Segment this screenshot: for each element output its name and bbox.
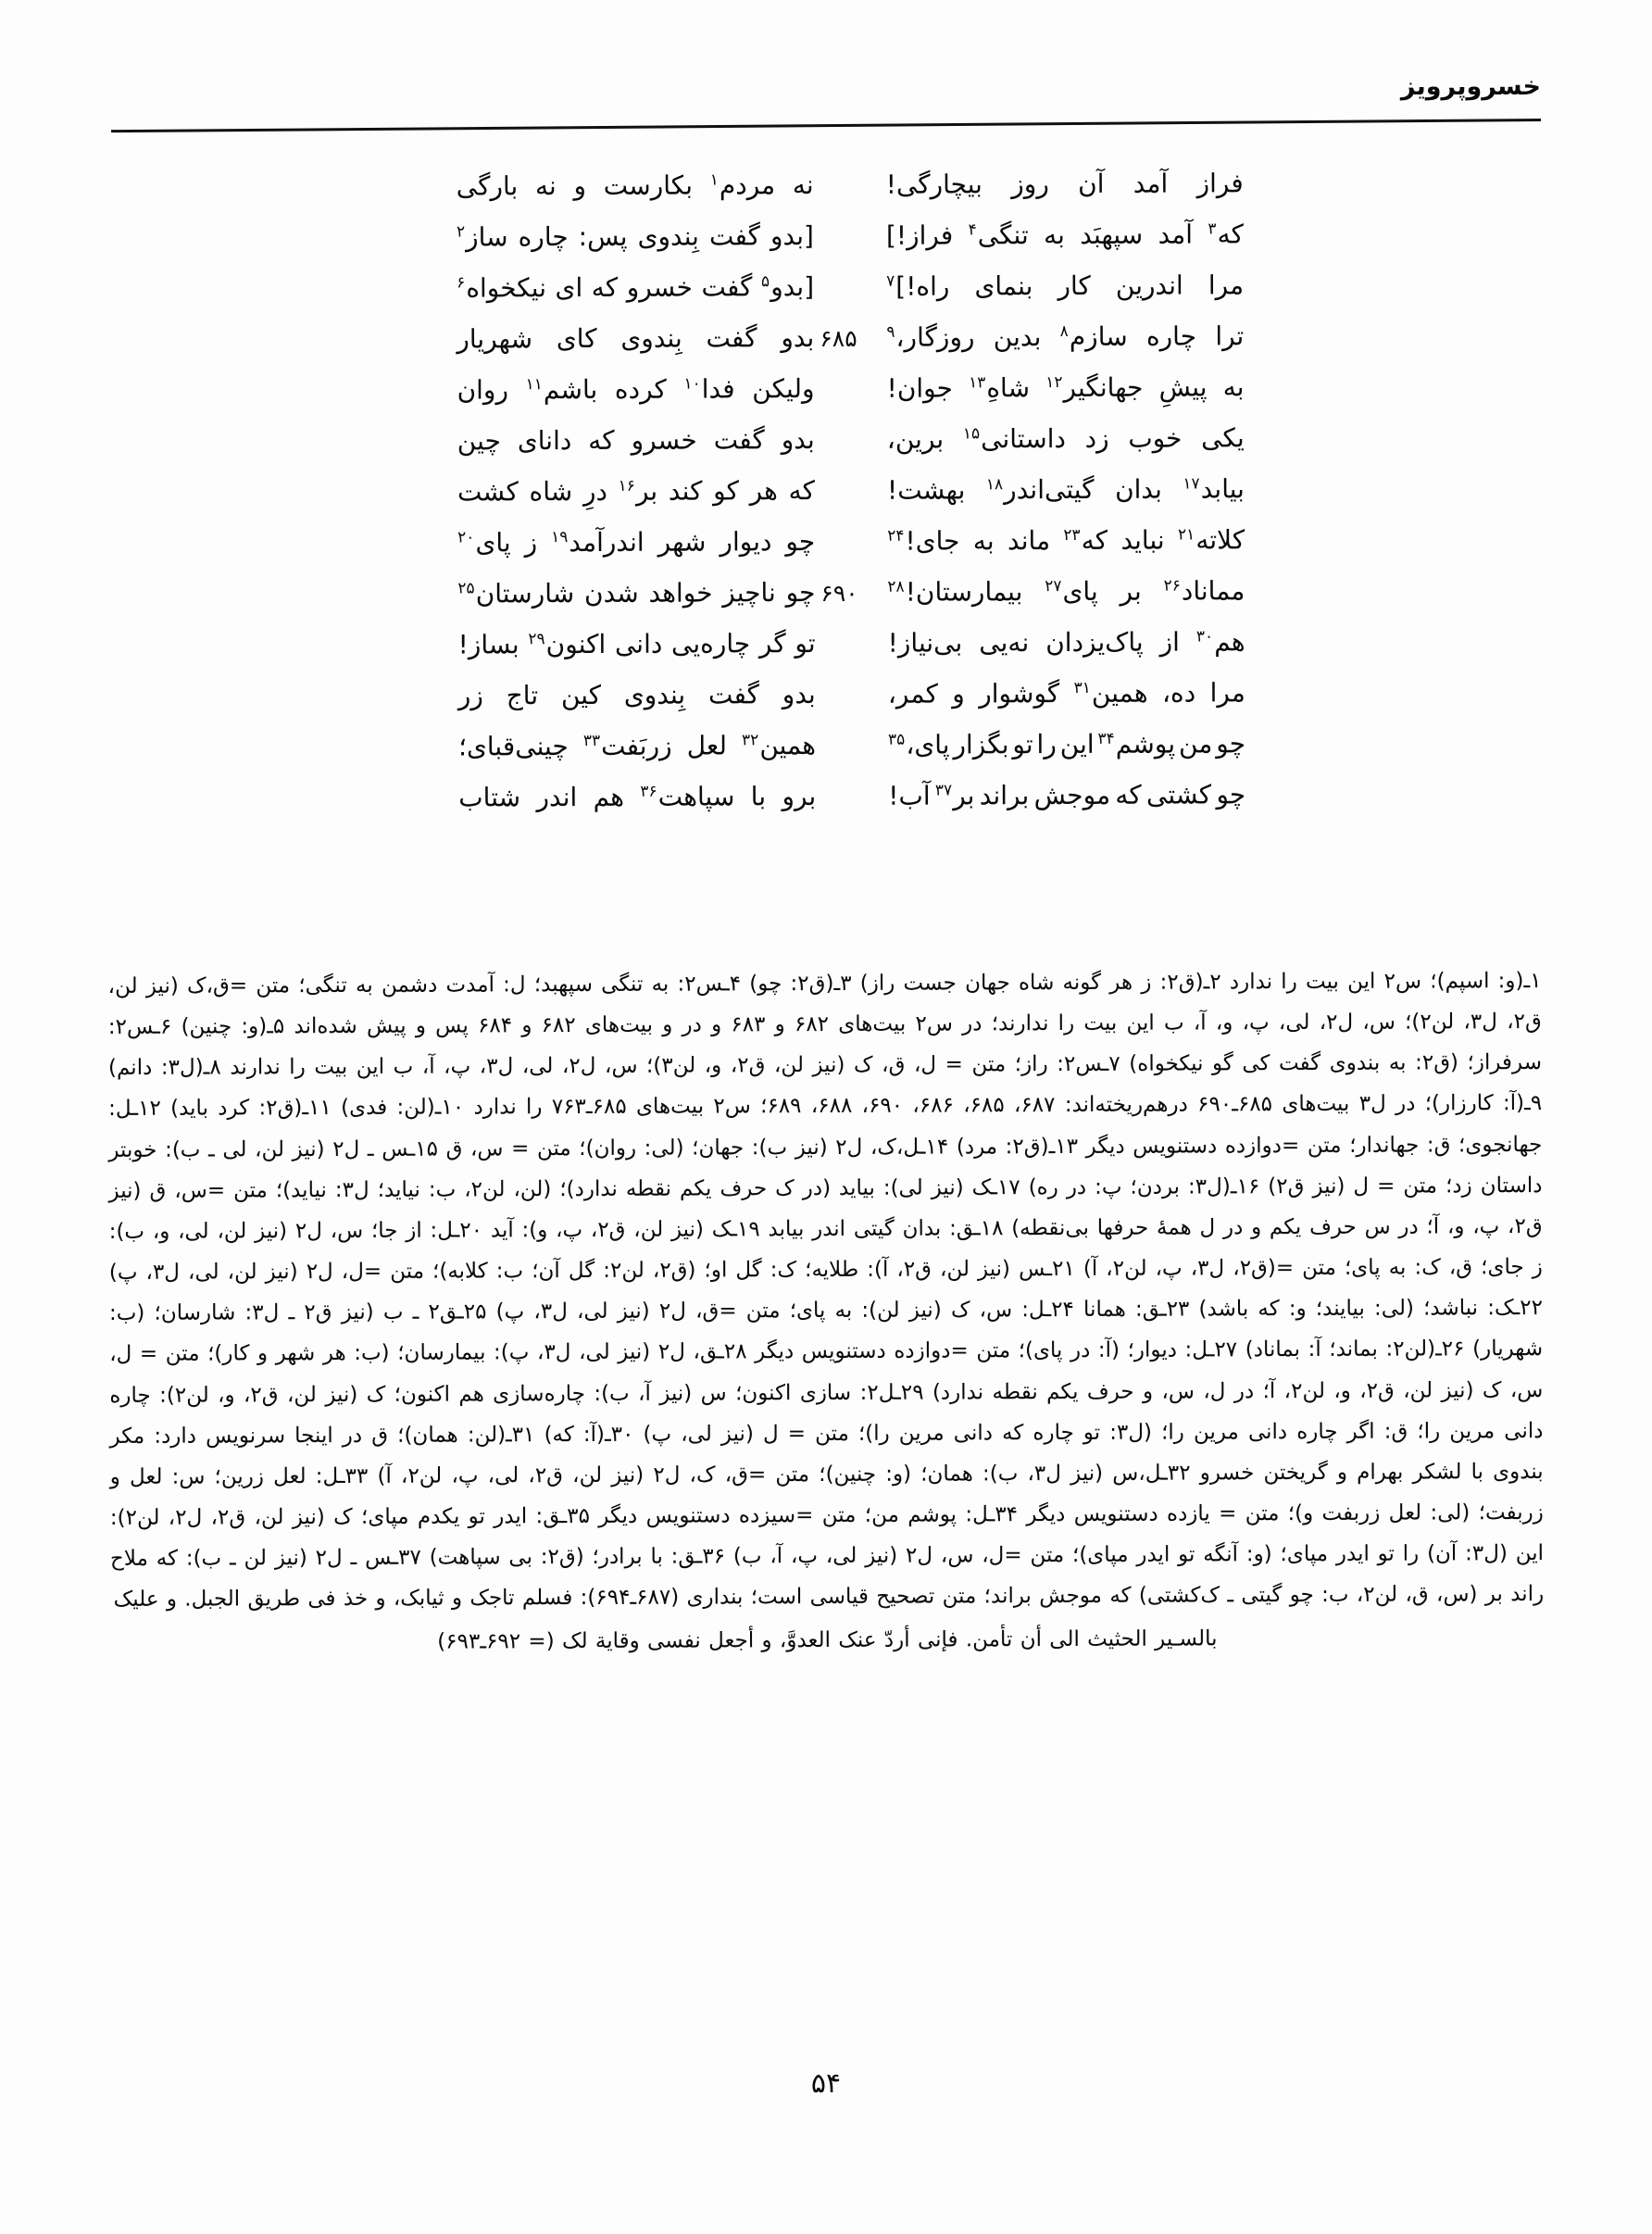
verse-word: کرده — [614, 373, 667, 405]
verse-line — [410, 272, 1244, 326]
verse-word: بارگی — [456, 170, 519, 202]
hemistich-first — [442, 730, 817, 762]
verse-word: کشتی — [1145, 779, 1212, 810]
verse-word: [بدو$^۵$ — [760, 271, 815, 303]
verse-word: اکنون$^{۲۹}$ — [528, 628, 607, 660]
footnote-marker: ۳۷ — [934, 781, 953, 800]
hemistich-first — [441, 526, 816, 558]
verse-word: کمر، — [887, 678, 938, 709]
verse-word: ساز$^۲$ — [456, 221, 508, 253]
footnote-marker: ۱۵ — [962, 424, 981, 444]
verse-word: را — [1036, 729, 1057, 760]
verse-word: نه — [534, 170, 557, 202]
verse-word: پاک‌یزدان — [1045, 626, 1144, 659]
footnote-marker: ۸ — [1059, 321, 1069, 341]
verse-word: گوشوار — [979, 678, 1060, 709]
hemistich-second — [886, 320, 1245, 353]
hemistich-second — [886, 371, 1245, 404]
hemistich-second — [887, 575, 1245, 608]
verse-word: نباید — [1120, 524, 1165, 556]
verse-word: پس: — [578, 220, 628, 253]
footnote-marker: ۱۰ — [683, 374, 701, 394]
verse-word: گفت — [706, 322, 757, 354]
hemistich-second — [885, 168, 1244, 200]
verse-word: بدان — [1114, 473, 1162, 505]
verse-word: بساز! — [457, 629, 519, 660]
verse-word: یکی — [1201, 422, 1245, 454]
footnote-marker: ۳۵ — [887, 730, 906, 749]
verse-word: به — [1044, 220, 1065, 251]
verse-word: پای$^{۲۰}$ — [457, 527, 511, 558]
verse-word: ترا — [1215, 320, 1245, 352]
footnote-marker: ۷ — [886, 271, 895, 291]
verse-word: شاهِ$^{۱۳}$ — [969, 372, 1031, 404]
verse-word: لعل — [686, 730, 728, 761]
verse-word: برین، — [886, 423, 945, 455]
verse-line — [411, 473, 1245, 530]
verse-word: از — [1159, 626, 1180, 658]
verse-word: بنمای — [974, 270, 1033, 302]
verse-word: چاره — [1145, 320, 1197, 352]
verse-word: بیمارستان!$^{۲۸}$ — [887, 576, 1023, 608]
footnote-marker: ۳۱ — [1073, 678, 1091, 697]
footnote-marker: ۳۰ — [1195, 627, 1214, 646]
verse-word: که — [591, 271, 619, 303]
verse-word: راه!]$^۷$ — [886, 270, 950, 302]
verse-word: چو — [785, 577, 816, 609]
running-head-title: خسروپرویز — [1400, 72, 1541, 101]
footnote-marker: ۱۷ — [1183, 474, 1200, 494]
verse-word: تو — [795, 628, 816, 659]
verse-word: شهریار — [457, 323, 533, 355]
footnote-marker: ۳۶ — [640, 782, 657, 801]
footnote-marker: ۲۶ — [1163, 576, 1181, 596]
footnote-marker: ۲۵ — [457, 579, 475, 598]
verse-line — [412, 626, 1245, 683]
footnote-marker: ۱۸ — [985, 474, 1004, 495]
hemistich-second — [887, 626, 1245, 659]
verse-word: چینی‌قبای؛ — [457, 731, 569, 762]
verse-word: گر — [758, 628, 786, 659]
verse-word: بیچارگی! — [885, 169, 983, 200]
verse-word: نیکخواه$^۶$ — [457, 272, 547, 304]
verse-word: بدو — [781, 424, 815, 456]
verse-word: چو — [1216, 779, 1246, 810]
footnote-marker: ۲۸ — [887, 577, 905, 596]
verse-word: دانای — [517, 425, 572, 457]
verse-word: پوشم$^{۳۴}$ — [1097, 728, 1176, 759]
verse-word: بهشت! — [886, 474, 966, 506]
verse-word: اندرین — [1115, 270, 1183, 301]
footnote-marker: ۱ — [709, 170, 719, 190]
verse-word: گفت — [707, 679, 760, 710]
verse-word: گفت — [708, 220, 761, 252]
hemistich-first — [442, 628, 816, 660]
verse-word: فراز!] — [885, 220, 954, 251]
verse-word: همین$^{۳۲}$ — [741, 730, 817, 761]
hemistich-first — [440, 271, 815, 304]
verse-word: بدو — [782, 679, 816, 710]
verse-word: چو — [785, 526, 816, 558]
verse-line — [410, 221, 1244, 275]
verse-word: باشم$^{۱۱}$ — [525, 373, 598, 406]
verse-word: نه — [792, 169, 814, 201]
verse-word: نه‌یی — [979, 627, 1030, 659]
verse-word: شهر — [657, 526, 707, 558]
hemistich-first — [440, 169, 814, 202]
footnote-marker: ۳۲ — [741, 730, 759, 750]
verse-word: زربَفت$^{۳۳}$ — [582, 730, 672, 761]
verse-word: پای$^{۲۷}$ — [1045, 575, 1098, 608]
verse-word: داستانی$^{۱۵}$ — [962, 423, 1066, 455]
verse-line — [410, 320, 1245, 377]
hemistich-first — [441, 424, 815, 457]
verse-word: ده، — [1161, 677, 1196, 709]
verse-word: بدو — [781, 322, 815, 354]
verse-word: چین — [457, 425, 501, 457]
verse-word: بِندوی — [620, 322, 682, 354]
verse-word: ای — [555, 272, 583, 304]
verse-word: مردم$^۱$ — [709, 169, 776, 201]
verse-word: و — [952, 678, 965, 709]
verse-word: آمد — [1158, 219, 1194, 250]
apparatus-paragraph: ۱ـ(و: اسپم)؛ س۲ این بیت را ندارد ۲ـ(ق۲: ز هر گونه شاه جهان جست راز) ۳ـ(ق۲: چو) ۴ـس۲: به تنگی سپهبد؛ ل: آمدت دشمن به تنگی؛ متن =ق،ک (نیز لن، ق۲، ل۳، لن۲)؛ س، ل۲، لی، پ، و، آ، ب این بیت را ندارند؛ در س۲ بیت‌های ۶۸۲ و ۶۸۳ و در و بیت‌های ۶۸۲ و ۶۸۴ پس و پیش شده‌اند ۵ـ(و: چنین) ۶ـس۲: سرفراز؛ (ق۲: به بندوی گفت کی گو نیکخواه) ۷ـس۲: راز؛ متن = ل، ق، ک (نیز لن، ق۲، و، لن۳)؛ س، ل۲، لی، ل۳، پ، آ، ب این بیت را ندارند ۸ـ(ل۳: دانم) ۹ـ(آ: کارزار)؛ در ل۳ بیت‌های ۶۸۵ـ۶۹۰ درهم‌ریخته‌اند: ۶۸۷، ۶۸۵، ۶۸۶، ۶۹۰، ۶۸۸، ۶۸۹؛ س۲ بیت‌های ۶۸۵ـ۷۶۳ را ندارد ۱۰ـ(لن: فدی) ۱۱ـ(ق۲: کرد باید) ۱۲ـل: جهانجوی؛ ق: جهاندار؛ متن =دوازده دستنویس دیگر ۱۳ـ(ق۲: مرد) ۱۴ـل،ک، ل۲ (نیز ب): جهان؛ (لی: روان)؛ متن = س، ق ۱۵ـس ـ ل۲ (نیز لن، لی ـ ب): خوبتر داستان زد؛ متن = ل (نیز ق۲) ۱۶ـ(ل۳: بردن؛ پ: در ره) ۱۷ـک (نیز لی): بیاید (در ک حرف یکم نقطه ندارد)؛ (لن، لن۲، ب: نیاید؛ ل۳: نیاید)؛ متن =س، ق (نیز ق۲، پ، و، آ؛ در س حرف یکم و در ل همهٔ حرفها بی‌نقطه) ۱۸ـق: بدان گیتی اندر بیابد ۱۹ـک (نیز لن، ق۲، پ، و): آید ۲۰ـل: از جا؛ س، ل۲ (نیز لن، لی، و، ب): ز جای؛ ق، ک: به پای؛ متن =(ق۲، ل۳، پ، لن۲، آ) ۲۱ـس (نیز لن، ق۲، آ): طلایه؛ ک: گل او؛ (ق۲، لن۲: گل آن؛ ب: کلابه)؛ متن =ل، ل۲ (نیز لن، لی، ل۳، پ) ۲۲ـک: نباشد؛ (لی: بیایند؛ و: که باشد) ۲۳ـق: همانا ۲۴ـل: س، ک (نیز لن): به پای؛ متن =ق، ل۲ (نیز لی، ل۳، پ) ۲۵ـق۲ ـ ب (نیز ق۲ ـ ل۳: شارسان؛ (ب: شهریار) ۲۶ـ(لن۲: بماند؛ آ: بماناد) ۲۷ـل: دیوار؛ (آ: در پای)؛ متن =دوازده دستنویس دیگر ۲۸ـق، ل۲ (نیز لی، ل۳، پ): بیمارسان؛ (ب: هر شهر و کار)؛ متن = ل، س، ک (نیز لن، ق۲، و، لن۲، آ؛ در ل، س، و حرف یکم نقطه ندارد) ۲۹ـل۲: سازی اکنون؛ س (نیز آ، ب): چاره‌سازی هم اکنون؛ ک (نیز لن، ق۲، و، لن۲): چاره دانی مرین را؛ ق: اگر چاره دانی مرین را؛ (ل۳: تو چاره که دانی مرین را)؛ متن = ل (نیز لی، پ) ۳۰ـ(آ: که) ۳۱ـ(لن: همان)؛ ق در اینجا سرنویس دارد: مکر بندوی با لشکر بهرام و گریختن خسرو ۳۲ـل،س (نیز ل۳، ب): همان؛ (و: چنین)؛ متن =ق، ک، ل۲ (نیز لن، ق۲، لی، پ، لن۲، آ) ۳۳ـل: لعل زرین؛ س: لعل و زربفت؛ (لی: لعل زربفت و)؛ متن = یازده دستنویس دیگر ۳۴ـل: پوشم من؛ متن =سیزده دستنویس دیگر ۳۵ـق: ایدر تو یکدم مپای؛ ک (نیز لن، ق۲، ل۲، لن۲): این (ل۳: آن) را تو ایدر مپای؛ (و: آنگه تو ایدر مپای)؛ متن =ل، س، ل۲ (نیز لی، پ، آ، ب) ۳۶ـق: با برادر؛ (ق۲: بی سپاهت) ۳۷ـس ـ ل۲ (نیز لن ـ ب): که ملاح راند بر (س، ق، لن۲، ب: چو گیتی ـ ک‌کشتی) که موجش براند؛ متن تصحیح قیاسی است؛ بنداری (۶۸۷ـ۶۹۴): فسلم تاجک و ثیابک، و خذ فی طریق الجبل. و علیک — [107, 969, 1545, 1613]
verse-word: روان — [457, 374, 508, 406]
verse-word: مرا — [1208, 270, 1245, 301]
verse-word: زر — [457, 680, 483, 711]
verse-word: سپهبَد — [1080, 219, 1144, 250]
verse-line — [412, 728, 1246, 784]
verse-word: هم — [593, 781, 625, 812]
verse-word: آب! — [888, 780, 931, 811]
verse-word: بر — [1120, 575, 1142, 607]
verse-word: شدن — [583, 577, 639, 609]
apparatus-arabic-quotation: بالسـیر الحثیث الی أن تأمن. فإنی أردّ عنک العدوَّ، و أجعل نفسی وقایة لک (= ۶۹۲ـ۶۹۳) — [437, 1625, 1218, 1654]
verse-word: سپاهت$^{۳۶}$ — [640, 781, 735, 812]
footnote-marker: ۲۹ — [528, 629, 545, 648]
verse-word: روز — [1011, 169, 1049, 200]
header-rule — [111, 119, 1541, 132]
verse-word: ناچیز — [722, 577, 776, 609]
footnote-marker: ۳ — [1208, 220, 1217, 239]
hemistich-second — [888, 779, 1246, 811]
verse-word: پیشِ — [1158, 371, 1208, 403]
verse-number: ۶۹۰ — [820, 579, 858, 608]
footnote-marker: ۲۱ — [1177, 525, 1195, 545]
verse-word: بیابد$^{۱۷}$ — [1183, 473, 1245, 505]
verse-word: همین$^{۳۱}$ — [1073, 677, 1148, 709]
verse-word: سازم$^۸$ — [1059, 320, 1128, 352]
verse-line — [411, 575, 1245, 632]
verse-line — [412, 677, 1245, 734]
verse-word: بِندوی — [623, 679, 686, 710]
verse-word: ز — [524, 527, 538, 558]
verse-number: ۶۸۵ — [820, 324, 857, 353]
verse-word: خسرو — [626, 271, 693, 303]
verse-word: مرا — [1209, 677, 1245, 709]
verse-word: روزگار،$^۹$ — [886, 321, 975, 353]
verse-word: بی‌نیاز! — [887, 627, 963, 659]
hemistich-first — [441, 475, 816, 508]
verse-word: ماند — [1007, 525, 1051, 557]
verse-word: آن — [1078, 168, 1105, 199]
verse-block — [410, 170, 1246, 835]
verse-word: من — [1178, 728, 1213, 759]
footnote-marker: ۲ — [456, 222, 466, 242]
verse-word: هم$^{۳۰}$ — [1195, 626, 1245, 658]
verse-word: خوب — [1128, 422, 1183, 454]
verse-word: فراز — [1196, 168, 1244, 199]
hemistich-second — [887, 677, 1245, 709]
verse-word: آمد — [1133, 168, 1169, 199]
verse-word: بِندوی — [637, 220, 700, 252]
footnote-marker: ۹ — [886, 322, 895, 342]
verse-word: خسرو — [631, 424, 697, 456]
hemistich-first — [441, 577, 816, 609]
footnote-marker: ۶ — [457, 273, 466, 293]
verse-word: تو — [1012, 729, 1033, 760]
verse-word: با — [750, 781, 767, 812]
verse-line — [411, 524, 1245, 581]
hemistich-second — [886, 270, 1245, 302]
footnote-marker: ۱۹ — [551, 527, 569, 546]
verse-word: دیوار — [720, 526, 772, 558]
footnote-marker: ۲۴ — [887, 526, 905, 546]
verse-word: که$^۳$ — [1208, 219, 1244, 250]
verse-line — [410, 170, 1244, 224]
verse-word: جهانگیر$^{۱۲}$ — [1045, 371, 1144, 404]
verse-word: برو — [782, 781, 817, 812]
verse-word: کو — [713, 475, 739, 507]
verse-word: درِ — [582, 475, 607, 508]
footnote-marker: ۱۱ — [525, 374, 543, 394]
footnote-marker: ۲۳ — [1063, 525, 1081, 545]
verse-word: پای،$^{۳۵}$ — [887, 729, 950, 760]
verse-word: دانی — [614, 628, 663, 659]
verse-word: ولیکن — [752, 373, 815, 405]
verse-word: گفت — [701, 271, 753, 303]
verse-word: جوان! — [886, 372, 953, 404]
verse-word: شارستان$^{۲۵}$ — [457, 578, 575, 609]
verse-word: کین — [560, 679, 602, 711]
verse-word: شاه — [529, 476, 573, 508]
verse-word: فدا$^{۱۰}$ — [683, 373, 735, 405]
verse-word: چو — [1216, 728, 1246, 759]
footnote-marker: ۲۷ — [1045, 576, 1062, 596]
verse-word: بگزار — [953, 729, 1009, 760]
verse-word: اندرآمد$^{۱۹}$ — [551, 526, 645, 558]
verse-word: بدین — [993, 321, 1042, 353]
verse-word: که — [788, 475, 816, 507]
verse-word: بکارست — [603, 169, 694, 201]
footnote-marker: ۴ — [968, 220, 977, 240]
hemistich-second — [885, 219, 1244, 251]
hemistich-second — [887, 728, 1246, 760]
verse-word: گفت — [713, 424, 765, 456]
verse-word: بر$^{۱۶}$ — [618, 475, 658, 507]
page-number: ۵۴ — [810, 2067, 842, 2100]
verse-word: تنگی$^۴$ — [968, 220, 1029, 251]
hemistich-second — [886, 473, 1245, 506]
verse-word: براند — [979, 780, 1030, 811]
verse-word: به — [1222, 371, 1245, 403]
verse-word: بر$^{۳۷}$ — [934, 780, 975, 811]
critical-apparatus — [108, 960, 1545, 1663]
verse-word: کار — [1058, 270, 1091, 302]
verse-word: تاج — [506, 680, 539, 711]
verse-line — [411, 422, 1245, 479]
verse-word: که$^{۲۳}$ — [1063, 524, 1108, 556]
verse-word: هر — [749, 475, 778, 507]
verse-word: خواهد — [648, 577, 713, 609]
verse-word: چاره‌یی — [670, 628, 751, 659]
verse-word: جای!$^{۲۴}$ — [887, 525, 960, 557]
footnote-marker: ۳۴ — [1097, 729, 1115, 748]
hemistich-first — [442, 679, 816, 711]
verse-word: اندر — [536, 782, 578, 813]
footnote-marker: ۲۰ — [457, 528, 475, 547]
verse-word: کشت — [457, 476, 519, 508]
footnote-marker: ۳۳ — [582, 731, 601, 750]
hemistich-first — [440, 220, 814, 253]
hemistich-second — [887, 524, 1245, 557]
footnote-marker: ۱۶ — [618, 476, 635, 496]
verse-word: شتاب — [458, 782, 521, 813]
verse-word: چاره — [518, 221, 569, 253]
verse-word: گیتی‌اندر$^{۱۸}$ — [985, 473, 1095, 506]
footnote-marker: ۱۳ — [969, 373, 986, 393]
verse-word: [بدو — [770, 220, 814, 252]
verse-word: که — [1115, 779, 1142, 810]
verse-word: که — [588, 424, 615, 456]
hemistich-first — [440, 322, 815, 355]
verse-line — [410, 371, 1245, 428]
verse-word: زد — [1084, 422, 1109, 454]
verse-word: کند — [668, 475, 703, 507]
verse-word: کلاته$^{۲۱}$ — [1177, 524, 1245, 556]
running-head — [111, 72, 1541, 132]
hemistich-first — [440, 373, 815, 406]
verse-word: موجش — [1033, 779, 1111, 811]
verse-word: و — [573, 169, 587, 202]
verse-line — [412, 779, 1246, 835]
hemistich-second — [886, 422, 1245, 455]
verse-word: به — [972, 525, 995, 557]
footnote-marker: ۱۲ — [1045, 372, 1063, 392]
footnote-marker: ۵ — [760, 271, 770, 291]
verse-word: کای — [556, 322, 597, 355]
hemistich-first — [442, 781, 817, 813]
verse-word: مماناد$^{۲۶}$ — [1163, 575, 1245, 607]
verse-word: این — [1059, 728, 1095, 760]
